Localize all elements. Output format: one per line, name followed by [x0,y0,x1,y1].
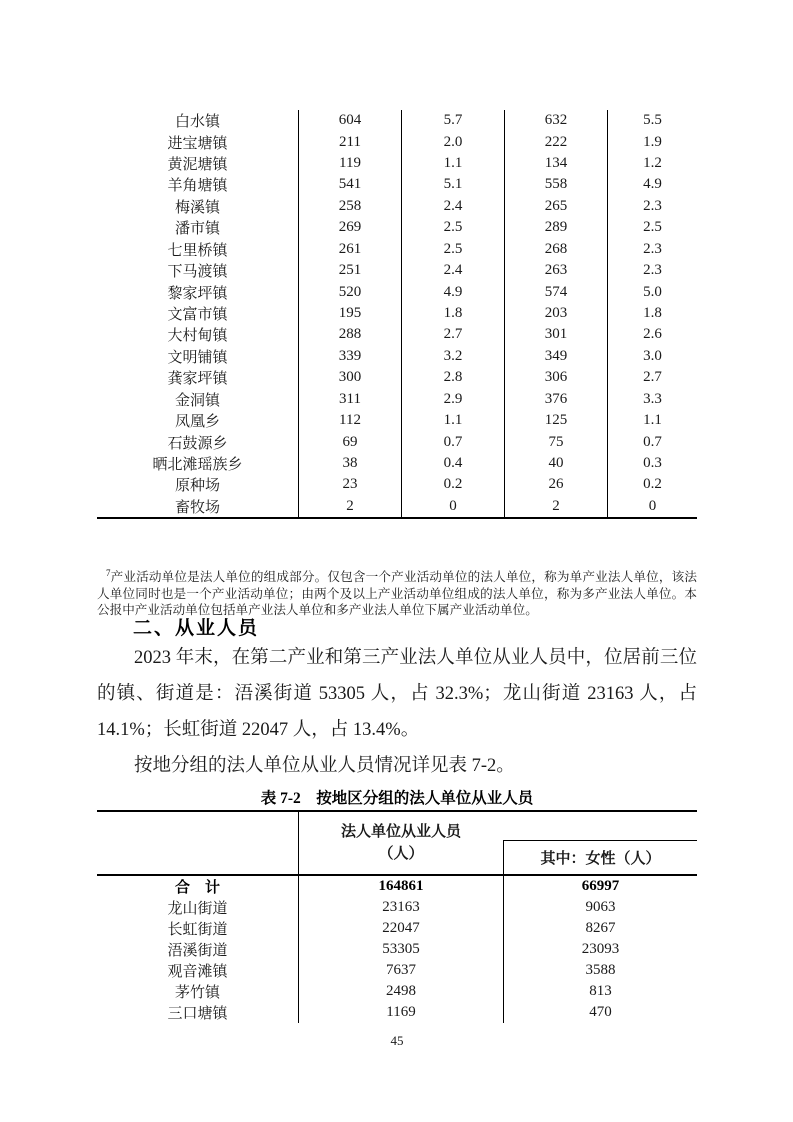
value-cell: 23 [298,474,401,495]
region-name-cell: 凤凰乡 [174,414,220,431]
employees-cell: 22047 [298,918,503,939]
value-cell: 222 [504,131,607,152]
female-cell: 3588 [503,960,697,981]
value-cell: 40 [504,453,607,474]
table-row [97,174,697,195]
region-name-cell: 黄泥塘镇 [167,157,228,174]
employees-cell: 7637 [298,960,503,981]
region-name-cell: 白水镇 [174,114,220,131]
value-cell: 2 [298,496,401,517]
table-row [97,153,697,174]
percent-cell: 3.0 [607,346,697,367]
header-employees-cell [298,812,503,874]
percent-cell: 3.2 [401,346,504,367]
percent-cell: 5.5 [607,110,697,131]
region-name-cell: 大村甸镇 [167,328,228,345]
employees-cell: 1169 [298,1002,503,1023]
percent-cell: 0.2 [401,474,504,495]
female-cell: 23093 [503,939,697,960]
table-7-2-header [97,810,697,876]
percent-cell: 2.8 [401,367,504,388]
percent-cell: 1.1 [401,410,504,431]
value-cell: 301 [504,324,607,345]
region-name-cell: 龚家坪镇 [167,371,228,388]
value-cell: 288 [298,324,401,345]
value-cell: 263 [504,260,607,281]
employees-cell: 23163 [298,897,503,918]
value-cell: 632 [504,110,607,131]
region-name-cell: 龙山街道 [167,901,228,917]
employees-cell: 53305 [298,939,503,960]
percent-cell: 2.9 [401,388,504,409]
table-row [97,918,697,939]
table-row [97,431,697,452]
table-row [97,367,697,388]
footnote-marker: 7 [106,567,111,578]
percent-cell: 1.2 [607,153,697,174]
value-cell: 251 [298,260,401,281]
value-cell: 339 [298,346,401,367]
percent-cell: 5.0 [607,281,697,302]
region-name-cell: 文明铺镇 [167,349,228,366]
value-cell: 269 [298,217,401,238]
value-cell: 574 [504,281,607,302]
female-cell: 470 [503,1002,697,1023]
table-row [97,324,697,345]
percent-cell: 0 [401,496,504,517]
percent-cell: 0.7 [401,431,504,452]
value-cell: 349 [504,346,607,367]
table-7-2 [97,810,697,1023]
value-cell: 520 [298,281,401,302]
table-row [97,110,697,131]
percent-cell: 2.0 [401,131,504,152]
region-name-cell: 羊角塘镇 [167,178,228,195]
table-row [97,897,697,918]
percent-cell: 0.2 [607,474,697,495]
region-name-cell: 七里桥镇 [167,242,228,259]
percent-cell: 0.4 [401,453,504,474]
percent-cell: 0 [607,496,697,517]
percent-cell: 2.7 [401,324,504,345]
region-name-cell: 茅竹镇 [174,985,220,1001]
region-name-cell: 三口塘镇 [167,1006,228,1022]
region-name-cell: 畜牧场 [174,499,220,516]
percent-cell: 3.3 [607,388,697,409]
paragraph-table-reference: 按地分组的法人单位从业人员情况详见表 7-2。 [134,756,515,776]
table-row [97,939,697,960]
value-cell: 289 [504,217,607,238]
footnote-text: 产业活动单位是法人单位的组成部分。仅包含一个产业活动单位的法人单位，称为单产业法人单位，该法人单位同时也是一个产业活动单位；由两个及以上产业活动单位组成的法人单位，称为多产业法人单位。本公报中产业活动单位包括单产业法人单位和多产业法人单位下属产业活动单位。 [97,569,697,618]
value-cell: 376 [504,388,607,409]
value-cell: 265 [504,196,607,217]
table-row [97,260,697,281]
value-cell: 203 [504,303,607,324]
value-cell: 2 [504,496,607,517]
footnote [97,565,697,620]
percent-cell: 2.6 [607,324,697,345]
region-name-cell: 浯溪街道 [167,943,228,959]
region-name-cell: 文富市镇 [167,307,228,323]
value-cell: 69 [298,431,401,452]
region-name-cell: 金洞镇 [174,392,220,409]
female-cell: 8267 [503,918,697,939]
page-number: 45 [390,1033,404,1048]
female-cell: 9063 [503,897,697,918]
value-cell: 258 [298,196,401,217]
percent-cell: 0.3 [607,453,697,474]
paragraph-employment-summary: 2023 年末，在第二产业和第三产业法人单位从业人员中，位居前三位的镇、街道是：浯溪街道 53305 人，占 32.3%；龙山街道 23163 人，占 14.1%；长虹街道 22047 人，占 13.4%。 [97,648,697,740]
table-row [97,346,697,367]
region-name-cell: 观音滩镇 [167,964,228,980]
region-name-cell: 原种场 [174,478,220,495]
value-cell: 541 [298,174,401,195]
value-cell: 134 [504,153,607,174]
header-employees-line1: 法人单位从业人员 [340,824,461,840]
percent-cell: 2.3 [607,239,697,260]
body-text [97,640,697,784]
table-row [97,496,697,517]
table-row [97,196,697,217]
table-legal-units-continued [97,110,697,519]
table-7-2-body [97,876,697,1023]
percent-cell: 2.5 [401,239,504,260]
value-cell: 125 [504,410,607,431]
percent-cell: 1.1 [607,410,697,431]
header-female-label: 其中：女性（人） [540,851,661,867]
region-name-cell: 潘市镇 [174,221,220,238]
region-name-cell: 梅溪镇 [174,199,220,216]
table-row [97,281,697,302]
table-row [97,1002,697,1023]
value-cell: 211 [298,131,401,152]
percent-cell: 4.9 [607,174,697,195]
percent-cell: 2.3 [607,196,697,217]
percent-cell: 1.1 [401,153,504,174]
percent-cell: 2.7 [607,367,697,388]
value-cell: 306 [504,367,607,388]
table-row [97,981,697,1002]
percent-cell: 4.9 [401,281,504,302]
percent-cell: 2.5 [607,217,697,238]
employees-cell: 2498 [298,981,503,1002]
percent-cell: 1.9 [607,131,697,152]
value-cell: 300 [298,367,401,388]
region-name-cell: 下马渡镇 [167,264,228,281]
percent-cell: 2.4 [401,196,504,217]
value-cell: 26 [504,474,607,495]
table-7-2-title: 表 7-2 按地区分组的法人单位从业人员 [260,790,534,807]
table-row [97,410,697,431]
table-row [97,303,697,324]
percent-cell: 1.8 [401,303,504,324]
region-name-cell: 黎家坪镇 [167,285,228,302]
table-row [97,960,697,981]
percent-cell: 1.8 [607,303,697,324]
table-row [97,217,697,238]
female-cell: 66997 [503,876,697,897]
value-cell: 558 [504,174,607,195]
region-name-cell: 合 计 [174,880,220,896]
region-name-cell: 石鼓源乡 [167,435,228,452]
table-row [97,131,697,152]
region-name-cell: 晒北滩瑶族乡 [152,456,243,473]
header-stub-cell [97,812,298,874]
table-row [97,239,697,260]
percent-cell: 2.4 [401,260,504,281]
percent-cell: 5.1 [401,174,504,195]
value-cell: 311 [298,388,401,409]
table-row [97,876,697,897]
region-name-cell: 进宝塘镇 [167,135,228,152]
region-name-cell: 长虹街道 [167,922,228,938]
value-cell: 119 [298,153,401,174]
table-row [97,474,697,495]
value-cell: 604 [298,110,401,131]
header-employees-line2: （人） [378,846,424,862]
employees-cell: 164861 [298,876,503,897]
value-cell: 195 [298,303,401,324]
percent-cell: 5.7 [401,110,504,131]
value-cell: 38 [298,453,401,474]
section-heading: 二、从业人员 [133,618,260,639]
header-female-box [503,840,697,874]
percent-cell: 2.5 [401,217,504,238]
value-cell: 268 [504,239,607,260]
table-row [97,388,697,409]
value-cell: 261 [298,239,401,260]
percent-cell: 2.3 [607,260,697,281]
value-cell: 112 [298,410,401,431]
header-female-cell [503,812,697,874]
value-cell: 75 [504,431,607,452]
percent-cell: 0.7 [607,431,697,452]
table-row [97,453,697,474]
female-cell: 813 [503,981,697,1002]
